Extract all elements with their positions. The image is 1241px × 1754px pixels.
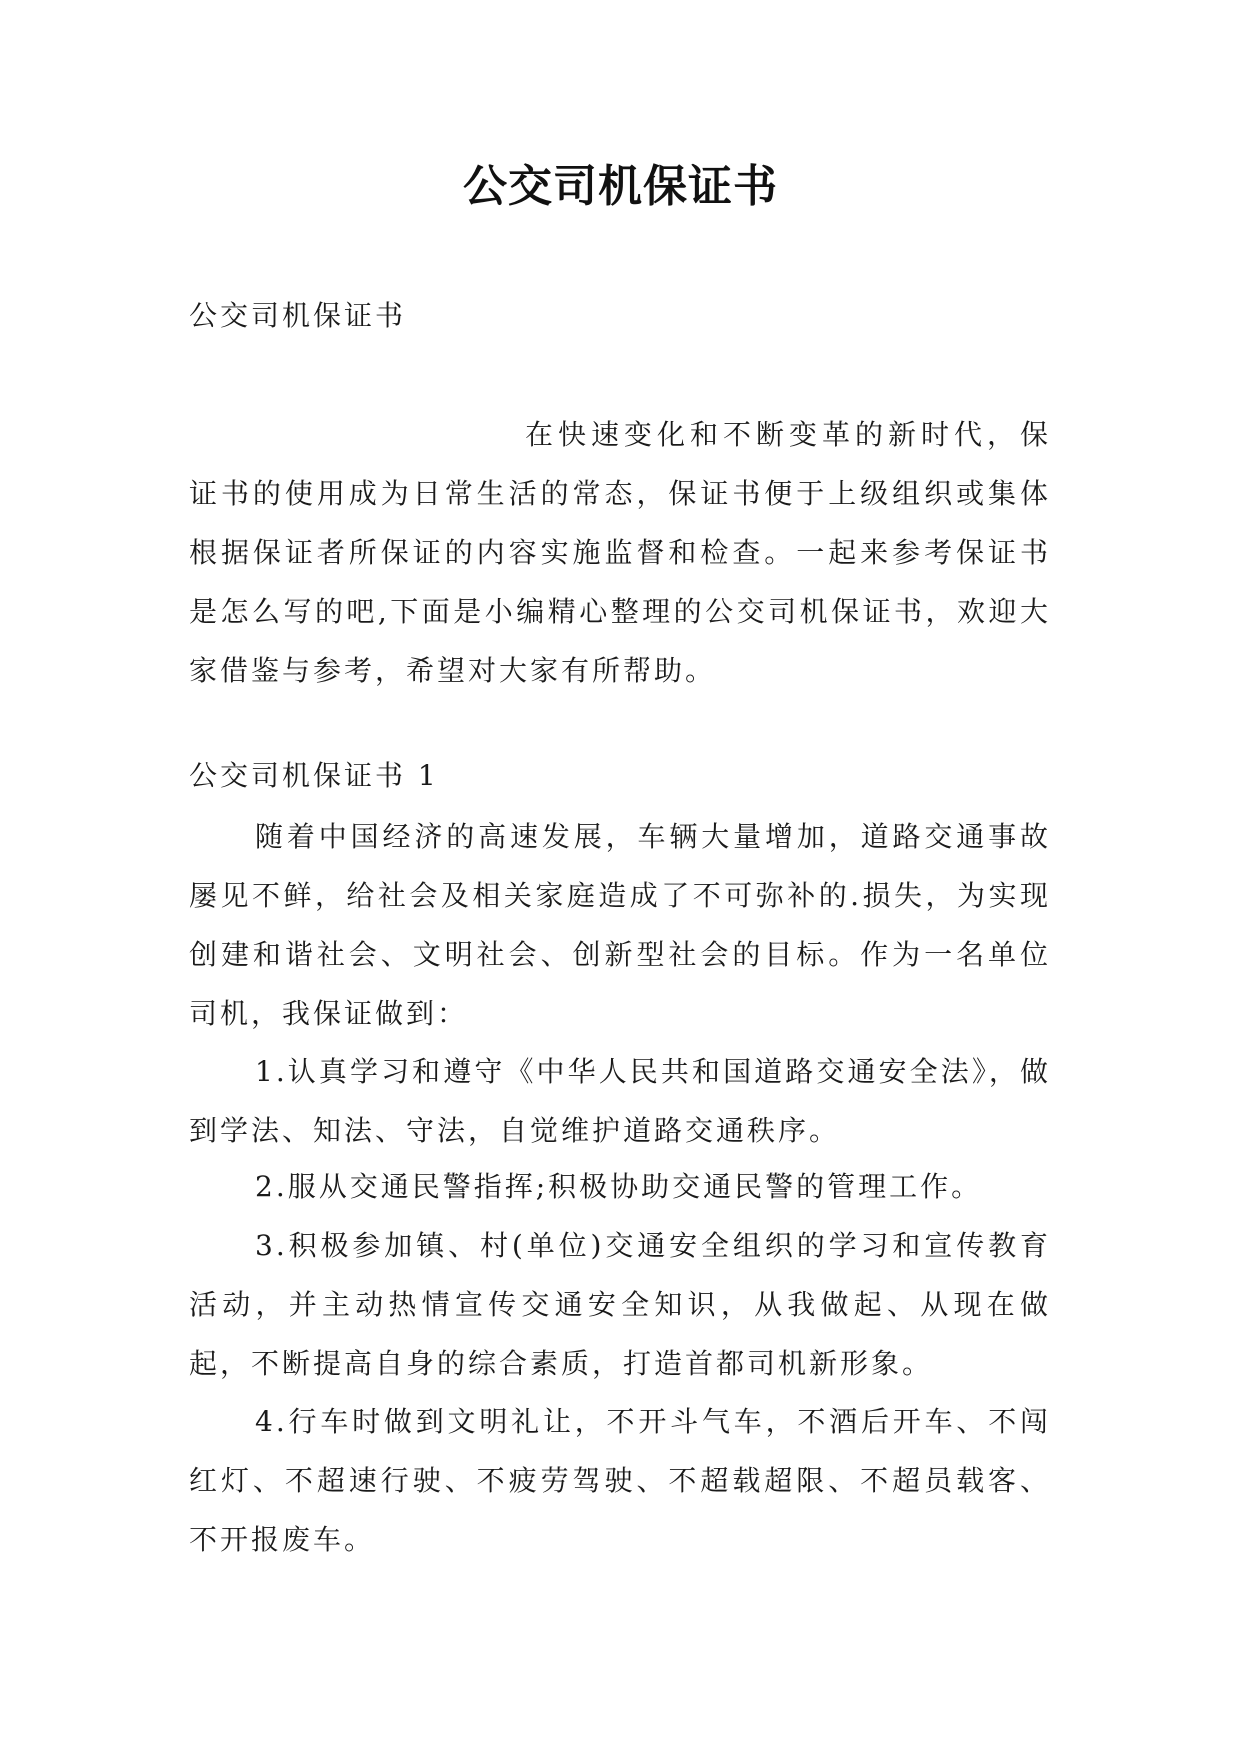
section-title: 公交司机保证书 1 — [189, 759, 439, 792]
intro-paragraph: 在快速变化和不断变革的新时代，保证书的使用成为日常生活的常态，保证书便于上级组织或集体根据保证者所保证的内容实施监督和检查。一起来参考保证书是怎么写的吧,下面是小编精心整理的公交司机保证书，欢迎大家借鉴与参考，希望对大家有所帮助。 — [189, 418, 1051, 687]
document-subtitle: 公交司机保证书 — [189, 299, 407, 332]
document-title: 公交司机保证书 — [463, 161, 778, 212]
pledge-item-3: 3.积极参加镇、村(单位)交通安全组织的学习和宣传教育活动，并主动热情宣传交通安全知识，从我做起、从现在做起，不断提高自身的综合素质，打造首都司机新形象。 — [189, 1229, 1051, 1380]
pledge-item-4: 4.行车时做到文明礼让，不开斗气车，不酒后开车、不闯红灯、不超速行驶、不疲劳驾驶、不超载超限、不超员载客、不开报废车。 — [189, 1405, 1051, 1556]
body-paragraph: 随着中国经济的高速发展，车辆大量增加，道路交通事故屡见不鲜，给社会及相关家庭造成了不可弥补的.损失，为实现创建和谐社会、文明社会、创新型社会的目标。作为一名单位司机，我保证做到： — [189, 820, 1051, 1030]
pledge-item-1: 1.认真学习和遵守《中华人民共和国道路交通安全法》，做到学法、知法、守法，自觉维护道路交通秩序。 — [189, 1055, 1051, 1147]
pledge-item-2: 2.服从交通民警指挥;积极协助交通民警的管理工作。 — [255, 1170, 983, 1203]
